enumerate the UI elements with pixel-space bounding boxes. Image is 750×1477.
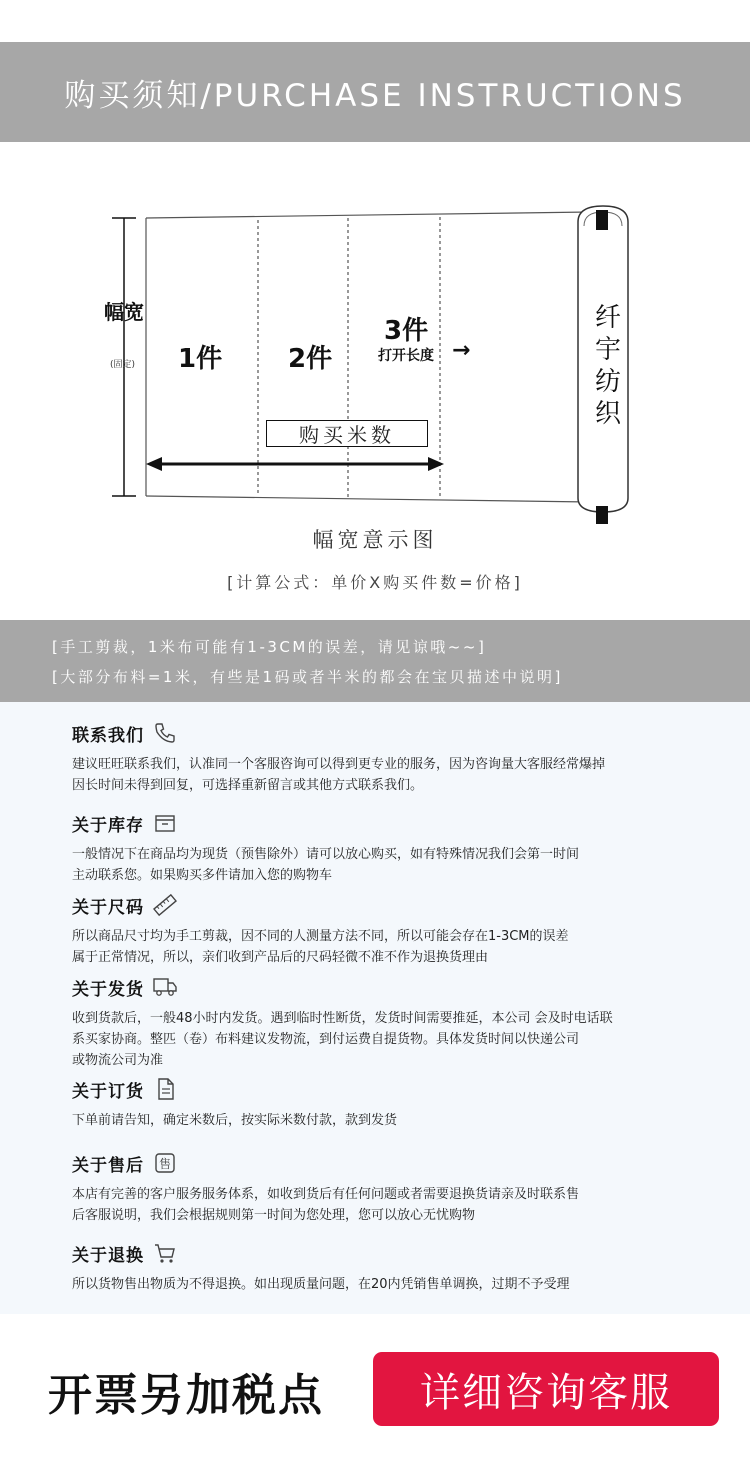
- faq-line: 一般情况下在商品均为现货（预售除外）请可以放心购买，如有特殊情况我们会第一时间: [72, 847, 580, 862]
- note-line-2: [大部分布料=1米，有些是1码或者半米的都会在宝贝描述中说明]: [52, 668, 563, 686]
- ruler-icon: [152, 892, 178, 918]
- faq-title: 关于尺码: [72, 897, 144, 918]
- faq-line: 所以货物售出物质为不得退换。如出现质量问题，在20内凭销售单调换，过期不予受理: [72, 1277, 570, 1292]
- faq-item-after-sales: [72, 1148, 712, 1226]
- faq-line: 属于正常情况，所以，亲们收到产品后的尺码轻微不准不作为退换货理由: [72, 950, 489, 965]
- footer: [0, 1314, 750, 1477]
- cart-icon: [152, 1240, 178, 1266]
- faq-line: 收到货款后，一般48小时内发货。遇到临时性断货，发货时间需要推延，本公司 会及时电话联: [72, 1011, 613, 1026]
- faq-section: [0, 702, 750, 1314]
- faq-line: 下单前请告知，确定米数后，按实际米数付款，款到发货: [72, 1113, 398, 1128]
- consult-service-button[interactable]: 详细咨询客服: [373, 1352, 719, 1426]
- roll-brand-label: 纤宇纺织: [594, 303, 621, 429]
- faq-line: 本店有完善的客户服务服务体系，如收到货后有任何问题或者需要退换货请亲及时联系售: [72, 1187, 580, 1202]
- faq-item-returns: [72, 1238, 712, 1295]
- faq-line: 或物流公司为准: [72, 1053, 164, 1068]
- invoice-tax-note: 开票另加税点: [48, 1370, 324, 1421]
- document-icon: [152, 1076, 178, 1102]
- svg-text:售: 售: [158, 1157, 172, 1171]
- page-title: 购买须知/PURCHASE INSTRUCTIONS: [0, 42, 750, 142]
- diagram-caption: 幅宽意示图: [312, 528, 438, 552]
- buy-meters-label: 购买米数: [266, 420, 428, 447]
- piece-2-label: 2件: [288, 344, 333, 374]
- faq-line: 主动联系您。如果购买多件请加入您的购物车: [72, 868, 333, 883]
- width-fixed-note: (固定): [110, 360, 136, 370]
- faq-item-shipping: [72, 972, 712, 1071]
- box-icon: [152, 810, 178, 836]
- faq-item-ordering: [72, 1074, 712, 1131]
- faq-item-contact: [72, 718, 712, 796]
- service-icon: [152, 1150, 178, 1176]
- faq-item-stock: [72, 808, 712, 886]
- piece-1-label: 1件: [178, 344, 223, 374]
- faq-title: 关于售后: [72, 1155, 144, 1176]
- faq-title: 联系我们: [72, 725, 144, 746]
- faq-title: 关于库存: [72, 815, 144, 836]
- truck-icon: [152, 974, 178, 1000]
- faq-line: 后客服说明，我们会根据规则第一时间为您处理，您可以放心无忧购物: [72, 1208, 476, 1223]
- width-label: 幅宽: [104, 300, 144, 324]
- faq-title: 关于发货: [72, 979, 144, 1000]
- notes-banner: [0, 620, 750, 702]
- faq-line: 所以商品尺寸均为手工剪裁，因不同的人测量方法不同，所以可能会存在1-3CM的误差: [72, 929, 569, 944]
- phone-icon: [152, 720, 178, 746]
- note-line-1: [手工剪裁，1米布可能有1-3CM的误差，请见谅哦~~]: [52, 638, 487, 656]
- faq-line: 系买家协商。整匹（卷）布料建议发物流，到付运费自提货物。具体发货时间以快递公司: [72, 1032, 580, 1047]
- piece-3-label: 3件: [384, 316, 429, 346]
- faq-line: 因长时间未得到回复，可选择重新留言或其他方式联系我们。: [72, 778, 424, 793]
- faq-line: 建议旺旺联系我们，认准同一个客服咨询可以得到更专业的服务，因为咨询量大客服经常爆掉: [72, 757, 606, 772]
- right-arrow-icon: →: [452, 338, 471, 363]
- faq-item-size: [72, 890, 712, 968]
- price-formula: [计算公式：单价X购买件数=价格]: [227, 573, 523, 592]
- open-length-label: 打开长度: [378, 348, 434, 364]
- faq-title: 关于订货: [72, 1081, 144, 1102]
- faq-title: 关于退换: [72, 1245, 144, 1266]
- width-diagram: [0, 142, 750, 620]
